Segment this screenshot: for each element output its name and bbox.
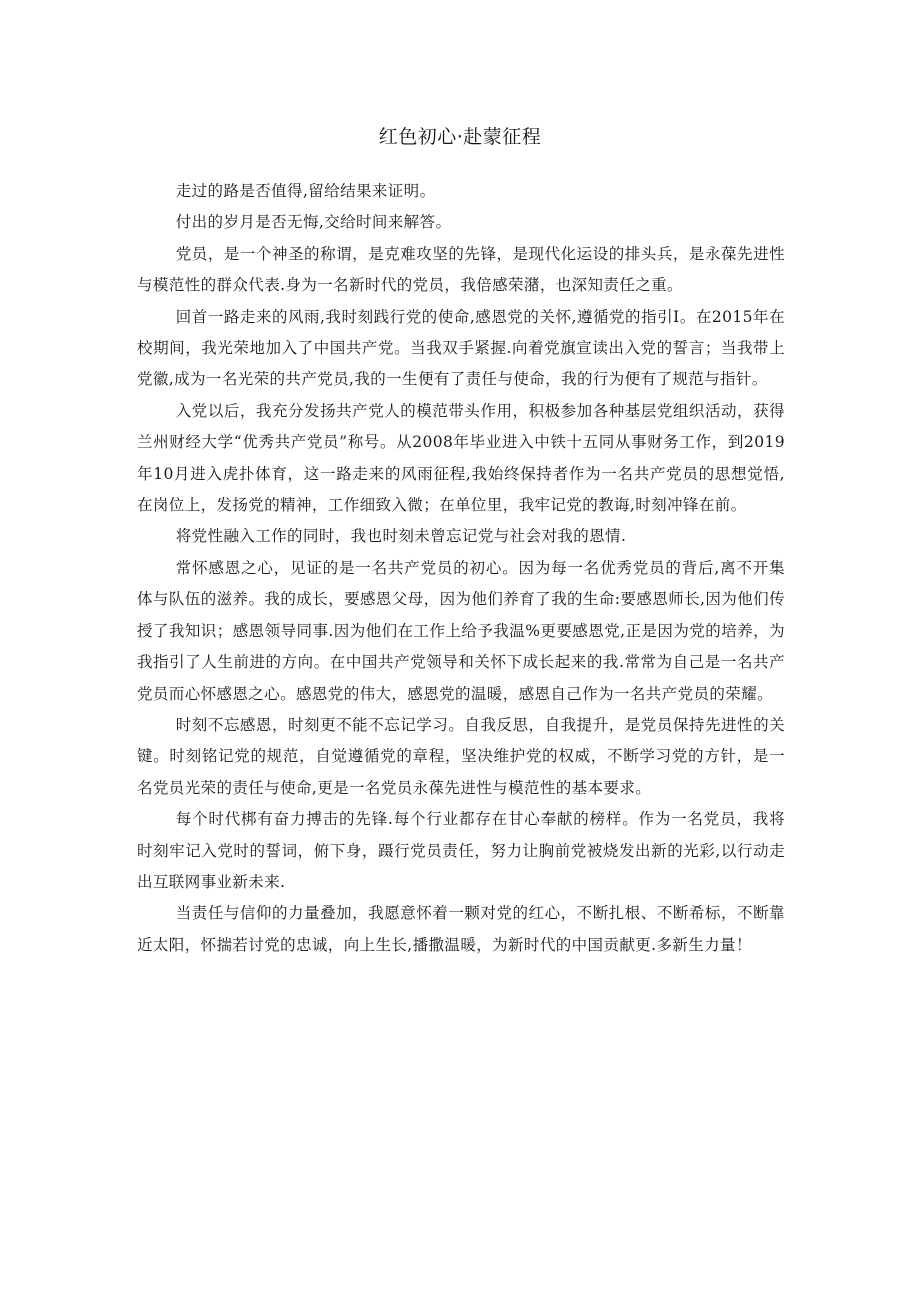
paragraph: 走过的路是否值得,留给结果来证明。 xyxy=(175,182,436,200)
paragraph: 入党以后，我充分发扬共产党人的模范带头作用，积极参加各种基层党组织活动，获得兰州财经大学“优秀共产党员”称号。从2008年毕业进入中铁十五同从事财务工作，到2019年10月进入虎扑体育，这一路走来的风雨征程,我始终保持者作为一名共产党员的思想觉悟,在岗位上，发扬党的精神，工作细致入微；在单位里，我牢记党的教诲,时刻冲锋在前。 xyxy=(137,401,785,515)
paragraph: 将党性融入工作的同时，我也时刻未曾忘记党与社会对我的恩情. xyxy=(175,527,627,546)
paragraph: 每个时代梆有奋力搏击的先锋.每个行业都存在甘心奉献的榜样。作为一名党员，我将时刻牢记入党时的誓词，俯下身，蹑行党员责任，努力让胸前党被烧发出新的光彩,以行动走出互联网事业新未来. xyxy=(137,810,785,891)
paragraph: 付出的岁月是否无悔,交给时间来解答。 xyxy=(175,213,452,232)
document-body xyxy=(137,176,785,961)
paragraph: 回首一路走来的风雨,我时刻践行党的使命,感恩党的关怀,遵循党的指引I。在2015年在校期间，我光荣地加入了中国共产党。当我双手紧握.向着党旗宣读出入党的誓言；当我带上党徽,成为一名光荣的共产党员,我的一生便有了责任与使命，我的行为便有了规范与指针。 xyxy=(137,307,785,389)
document-title: 红色初心·赴蒙征程 xyxy=(378,126,542,148)
paragraph: 时刻不忘感恩，时刻更不能不忘记学习。自我反思，自我提升，是党员保持先进性的关键。时刻铭记党的规范，自觉遵循党的章程，坚决维护党的权威，不断学习党的方针，是一名党员光荣的责任与使命,更是一名党员永葆先进性与模范性的基本要求。 xyxy=(137,715,785,797)
paragraph: 当责任与信仰的力量叠加，我愿意怀着一颗对党的红心，不断扎根、不断希标，不断靠近太阳，怀揣若讨党的忠诚，向上生长,播撒温暖，为新时代的中国贡献更.多新生力量！ xyxy=(137,904,785,954)
paragraph: 党员，是一个神圣的称谓，是克难攻坚的先锋，是现代化运设的排头兵，是永葆先进性与模范性的群众代表.身为一名新时代的党员，我倍感荣潴，也深知责任之重。 xyxy=(137,244,785,295)
paragraph: 常怀感恩之心，见证的是一名共产党员的初心。因为每一名优秀党员的背后,离不开集体与队伍的滋养。我的成长，要感恩父母，因为他们养育了我的生命:要感恩师长,因为他们传授了我知识；感恩领导同事.因为他们在工作上给予我温%更要感恩党,正是因为党的培养，为我指引了人生前进的方向。在中国共产党领导和关怀下成长起来的我.常常为自己是一名共产党员而心怀感恩之心。感恩党的伟大，感恩党的温暖，感恩自己作为一名共产党员的荣耀。 xyxy=(137,558,785,703)
